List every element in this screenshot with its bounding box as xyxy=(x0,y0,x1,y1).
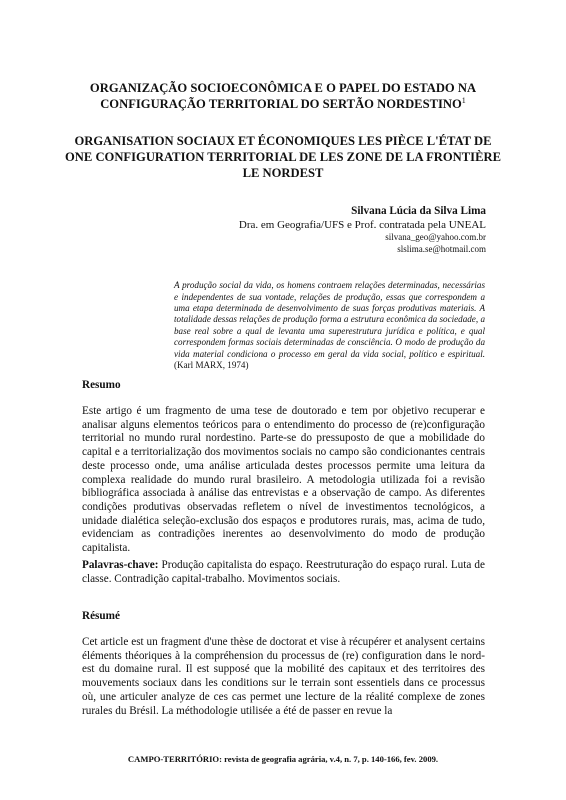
author-email-secondary[interactable]: slslima.se@hotmail.com xyxy=(397,243,486,254)
epigraph xyxy=(174,280,485,371)
author-block xyxy=(239,204,486,255)
resumo-text: Este artigo é um fragmento de uma tese de doutorado e tem por objetivo recuperar e analisar alguns elementos teóricos para o entendimento do processo de (re)configuração territorial no mundo rural nordestino. Parte-se do pressuposto de que a mobilidade do capital e a territorialização dos movimentos sociais no campo são condicionantes centrais deste processo onde, uma análise articulada destes processos permite uma leitura da complexa realidade do mundo rural brasileiro. A metodologia utilizada foi a revisão bibliográfica associada à análise das entrevistas e a observação de campo. As diferentes condições produtivas observadas refletem o nível de investimentos tecnológicos, a unidade dialética seleção-exclusão dos espaços e produtores rurais, mas, acima de tudo, evidenciam as contradições inerentes ao desenvolvimento do modo de produção capitalista. xyxy=(82,405,485,555)
resume-text: Cet article est un fragment d'une thèse de doctorat et vise à récupérer et analysent certains éléments théoriques à la compréhension du processus de (re) configuration dans le nord-est du domaine rural. Il est supposé que la mobilité des capitaux et des territoires des mouvements sociaux dans les conditions sur le terrain sont essentiels dans ce processus où, une articuler analyze de ces cas permet une lecture de la réalité complexe de zones rurales du Brésil. La méthodologie utilisée a été de passer en revue la xyxy=(82,636,485,717)
resume-heading: Résumé xyxy=(82,610,120,622)
journal-footer: CAMPO-TERRITÓRIO: revista de geografia agrária, v.4, n. 7, p. 140-166, fev. 2009. xyxy=(127,754,439,764)
resumo-heading: Resumo xyxy=(82,379,121,391)
title-portuguese xyxy=(60,80,506,112)
title-portuguese-text: ORGANIZAÇÃO SOCIOECONÔMICA E O PAPEL DO ESTADO NA CONFIGURAÇÃO TERRITORIAL DO SERTÃO NORDESTINO xyxy=(89,81,477,111)
title-french: ORGANISATION SOCIAUX ET ÉCONOMIQUES LES PIÈCE L'ÉTAT DE ONE CONFIGURATION TERRITORIAL DE LES ZONE DE LA FRONTIÈRE LE NORDEST xyxy=(65,134,501,180)
epigraph-quote: A produção social da vida, os homens contraem relações determinadas, necessárias e independentes de sua vontade, relações de produção, essas que correspondem a uma etapa determinada de desenvolvimento de suas forças produtivas materiais. A totalidade dessas relações de produção forma a estrutura econômica da sociedade, a base real sobre a qual de levanta uma superestrutura jurídica e política, e qual correspondem formas sociais determinadas de consciência. O modo de produção da vida material condiciona o processo em geral da vida social, político e espiritual. xyxy=(174,280,485,359)
author-name: Silvana Lúcia da Silva Lima xyxy=(351,205,486,217)
keywords-text: Produção capitalista do espaço. Reestruturação do espaço rural. Luta de classe. Contradição capital-trabalho. Movimentos sociais. xyxy=(82,559,485,585)
title-footnote-marker[interactable]: 1 xyxy=(461,95,466,105)
keywords-label: Palavras-chave: xyxy=(82,559,159,571)
author-email-primary[interactable]: silvana_geo@yahoo.com.br xyxy=(385,232,486,242)
keywords xyxy=(82,559,485,586)
author-affiliation: Dra. em Geografia/UFS e Prof. contratada pela UNEAL xyxy=(238,219,486,231)
epigraph-citation: (Karl MARX, 1974) xyxy=(174,359,249,370)
